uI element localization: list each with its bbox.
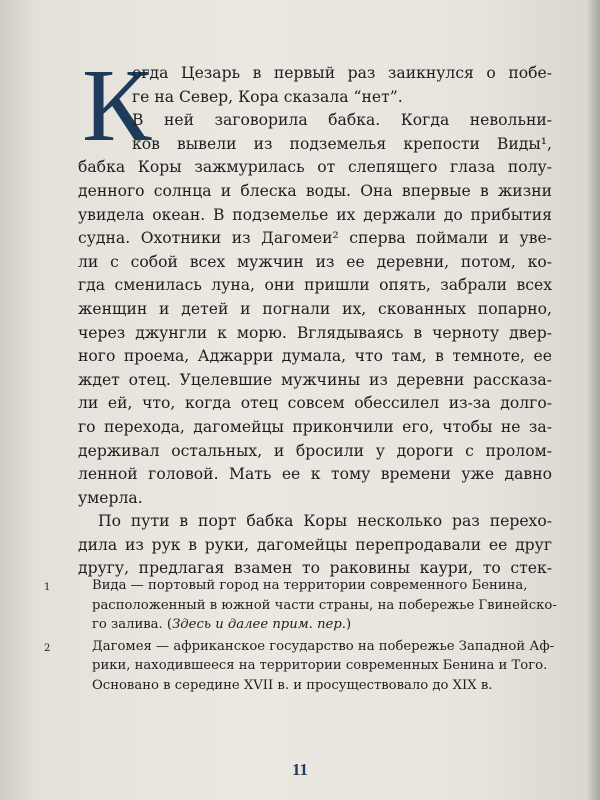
body-line: через джунгли к морю. Вглядываясь в черноту двер- <box>78 323 552 342</box>
body-line: умерла. <box>78 488 143 507</box>
body-line: другу, предлагая взамен то раковины каури, то стек- <box>78 559 552 578</box>
body-text <box>78 62 552 581</box>
footnote-italic: Здесь и далее прим. пер. <box>172 617 346 632</box>
body-line: женщин и детей и погнали их, скованных попарно, <box>78 299 552 318</box>
footnote <box>44 576 557 635</box>
body-line: судна. Охотники из Дагомеи² сперва поймали и уве- <box>78 229 552 248</box>
page-number: 11 <box>291 760 309 779</box>
footnote-line: расположенный в южной части страны, на побережье Гвинейско- <box>92 597 557 613</box>
footnote-line: рики, находившееся на территории современных Бенина и Того. <box>92 658 548 673</box>
page-edge <box>588 0 600 800</box>
body-line: огда Цезарь в первый раз заикнулся о побе- <box>132 64 552 82</box>
body-line: го перехода, дагомейцы прикончили его, чтобы не за- <box>78 417 552 436</box>
body-line: бабка Коры зажмурилась от слепящего глаза полу- <box>78 158 552 177</box>
body-line: ли с собой всех мужчин из ее деревни, потом, ко- <box>78 252 552 271</box>
footnote <box>44 637 554 696</box>
body-line: увидела океан. В подземелье их держали до прибытия <box>78 205 552 224</box>
footnote-line: Основано в середине XVII в. и просуществовало до XIX в. <box>92 677 493 693</box>
footnote-line: го залива. (Здесь и далее прим. пер.) <box>92 617 352 632</box>
body-line: гда сменилась луна, они пришли опять, забрали всех <box>78 276 552 295</box>
footnote-number: 1 <box>44 582 51 593</box>
body-line: ли ей, что, когда отец совсем обессилел из-за долго- <box>78 394 552 413</box>
footnote-line: Дагомея — африканское государство на побережье Западной Аф- <box>92 638 555 654</box>
body-line: ге на Север, Кора сказала “нет”. <box>132 87 403 106</box>
body-line: дила из рук в руки, дагомейцы перепродавали ее друг <box>78 535 552 554</box>
body-line: держивал остальных, и бросили у дороги с пролом- <box>78 441 552 460</box>
body-line: ков вывели из подземелья крепости Виды¹, <box>132 134 552 153</box>
body-line: По пути в порт бабка Коры несколько раз перехо- <box>98 512 552 531</box>
body-line: ного проема, Аджарри думала, что там, в темноте, ее <box>78 347 552 366</box>
body-line: денного солнца и блеска воды. Она впервые в жизни <box>78 181 552 200</box>
footnotes <box>44 576 557 697</box>
drop-cap: К <box>82 48 152 163</box>
footnote-line: Вида — портовый город на территории современного Бенина, <box>92 578 528 593</box>
body-line: В ней заговорила бабка. Когда невольни- <box>132 111 552 130</box>
footnote-number: 2 <box>44 642 51 654</box>
body-line: ждет отец. Уцелевшие мужчины из деревни рассказа- <box>78 370 552 389</box>
body-line: ленной головой. Мать ее к тому времени уже давно <box>78 465 552 484</box>
